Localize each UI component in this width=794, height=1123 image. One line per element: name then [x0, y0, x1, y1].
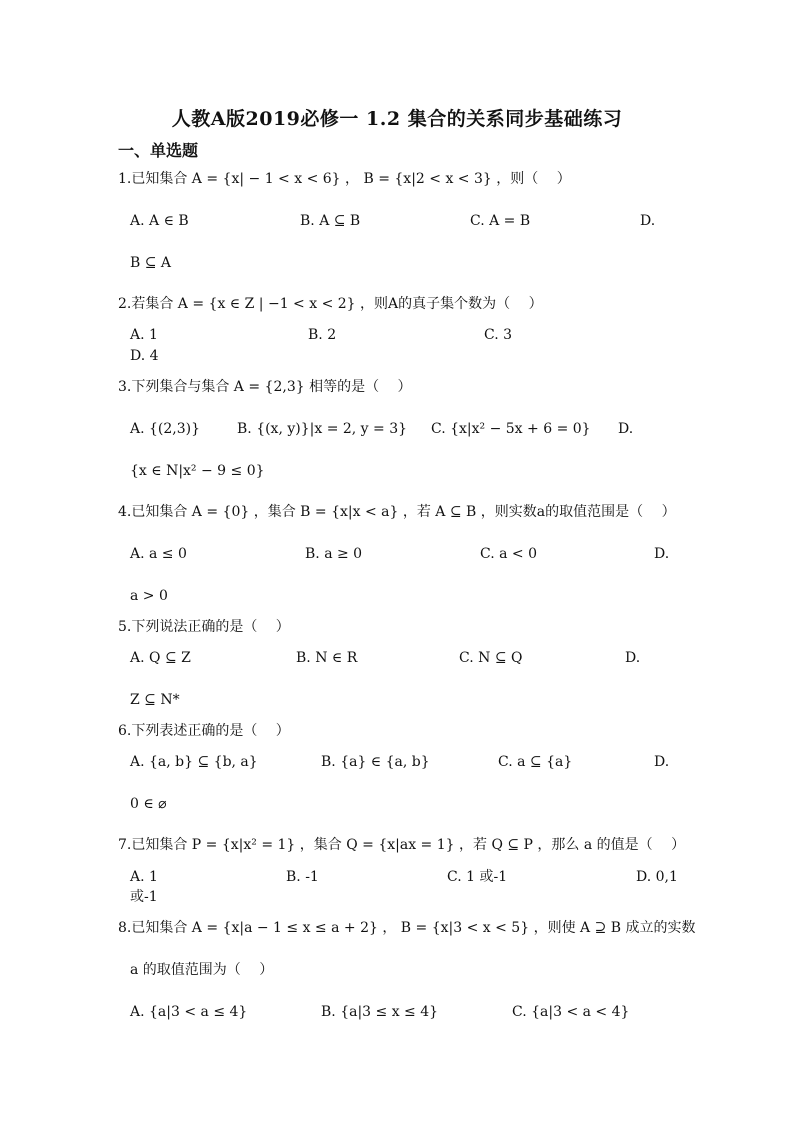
- question-3-option-d-text[interactable]: {x ∈ N|x² − 9 ≤ 0}: [130, 463, 265, 479]
- question-8-option-b[interactable]: B. {a|3 ≤ x ≤ 4}: [321, 1004, 439, 1020]
- question-6-option-b[interactable]: B. {a} ∈ {a, b}: [321, 754, 430, 770]
- question-1-option-d-text[interactable]: B ⊆ A: [130, 255, 172, 271]
- question-6-stem: 6.下列表述正确的是（ ）: [118, 723, 290, 739]
- question-6-option-c[interactable]: C. a ⊆ {a}: [498, 754, 573, 770]
- question-7-option-c[interactable]: C. 1 或-1: [447, 869, 508, 885]
- question-5-option-c[interactable]: C. N ⊆ Q: [459, 650, 523, 666]
- question-6-option-a[interactable]: A. {a, b} ⊆ {b, a}: [130, 754, 258, 770]
- question-8-option-c[interactable]: C. {a|3 < a < 4}: [512, 1004, 630, 1020]
- question-3-option-d-label[interactable]: D.: [618, 421, 634, 437]
- question-7-option-a[interactable]: A. 1: [130, 869, 158, 885]
- section-heading: 一、单选题: [118, 141, 199, 160]
- question-2-option-b[interactable]: B. 2: [308, 327, 337, 343]
- question-2-stem: 2.若集合 A = {x ∈ Z | −1 < x < 2} ，则A的真子集个数为（ ）: [118, 296, 543, 312]
- question-4-option-a[interactable]: A. a ≤ 0: [130, 546, 187, 562]
- question-5-option-d-text[interactable]: Z ⊆ N*: [130, 692, 180, 708]
- question-6-option-d-text[interactable]: 0 ∈ ⌀: [130, 796, 167, 812]
- question-1-option-a[interactable]: A. A ∈ B: [130, 213, 189, 229]
- question-2-option-d[interactable]: D. 4: [130, 348, 159, 364]
- question-4-option-d-text[interactable]: a > 0: [130, 588, 168, 604]
- question-6-option-d-label[interactable]: D.: [654, 754, 670, 770]
- question-8-stem: 8.已知集合 A = {x|a − 1 ≤ x ≤ a + 2} ， B = {x|3 < x < 5} ，则使 A ⊇ B 成立的实数: [118, 920, 696, 936]
- question-8-stem-continued: a 的取值范围为（ ）: [130, 962, 274, 978]
- question-3-option-a[interactable]: A. {(2,3)}: [130, 421, 201, 437]
- question-2-option-c[interactable]: C. 3: [484, 327, 513, 343]
- document-title: 人教A版2019必修一 1.2 集合的关系同步基础练习: [171, 108, 623, 130]
- question-2-option-a[interactable]: A. 1: [130, 327, 158, 343]
- question-4-option-d-label[interactable]: D.: [654, 546, 670, 562]
- question-7-option-d-label[interactable]: D. 0,1: [636, 869, 678, 885]
- question-3-option-b[interactable]: B. {(x, y)}|x = 2, y = 3}: [237, 421, 408, 437]
- question-4-stem: 4.已知集合 A = {0} ，集合 B = {x|x < a} ，若 A ⊆ B ，则实数a的取值范围是（ ）: [118, 504, 676, 520]
- question-3-option-c[interactable]: C. {x|x² − 5x + 6 = 0}: [431, 421, 591, 437]
- question-4-option-b[interactable]: B. a ≥ 0: [305, 546, 363, 562]
- question-7-option-d-text[interactable]: 或-1: [130, 889, 158, 905]
- question-7-stem: 7.已知集合 P = {x|x² = 1} ，集合 Q = {x|ax = 1} ，若 Q ⊆ P ，那么 a 的值是（ ）: [118, 837, 686, 853]
- question-1-option-b[interactable]: B. A ⊆ B: [300, 213, 361, 229]
- question-4-option-c[interactable]: C. a < 0: [480, 546, 537, 562]
- question-5-option-d-label[interactable]: D.: [625, 650, 641, 666]
- question-1-option-d-label[interactable]: D.: [640, 213, 656, 229]
- question-8-option-a[interactable]: A. {a|3 < a ≤ 4}: [130, 1004, 248, 1020]
- question-1-option-c[interactable]: C. A = B: [470, 213, 531, 229]
- question-5-option-b[interactable]: B. N ∈ R: [296, 650, 358, 666]
- question-5-stem: 5.下列说法正确的是（ ）: [118, 619, 290, 635]
- question-7-option-b[interactable]: B. -1: [286, 869, 319, 885]
- question-1-stem: 1.已知集合 A = {x| − 1 < x < 6} ， B = {x|2 < x < 3} ，则（ ）: [118, 171, 571, 187]
- question-3-stem: 3.下列集合与集合 A = {2,3} 相等的是（ ）: [118, 379, 412, 395]
- question-5-option-a[interactable]: A. Q ⊆ Z: [130, 650, 191, 666]
